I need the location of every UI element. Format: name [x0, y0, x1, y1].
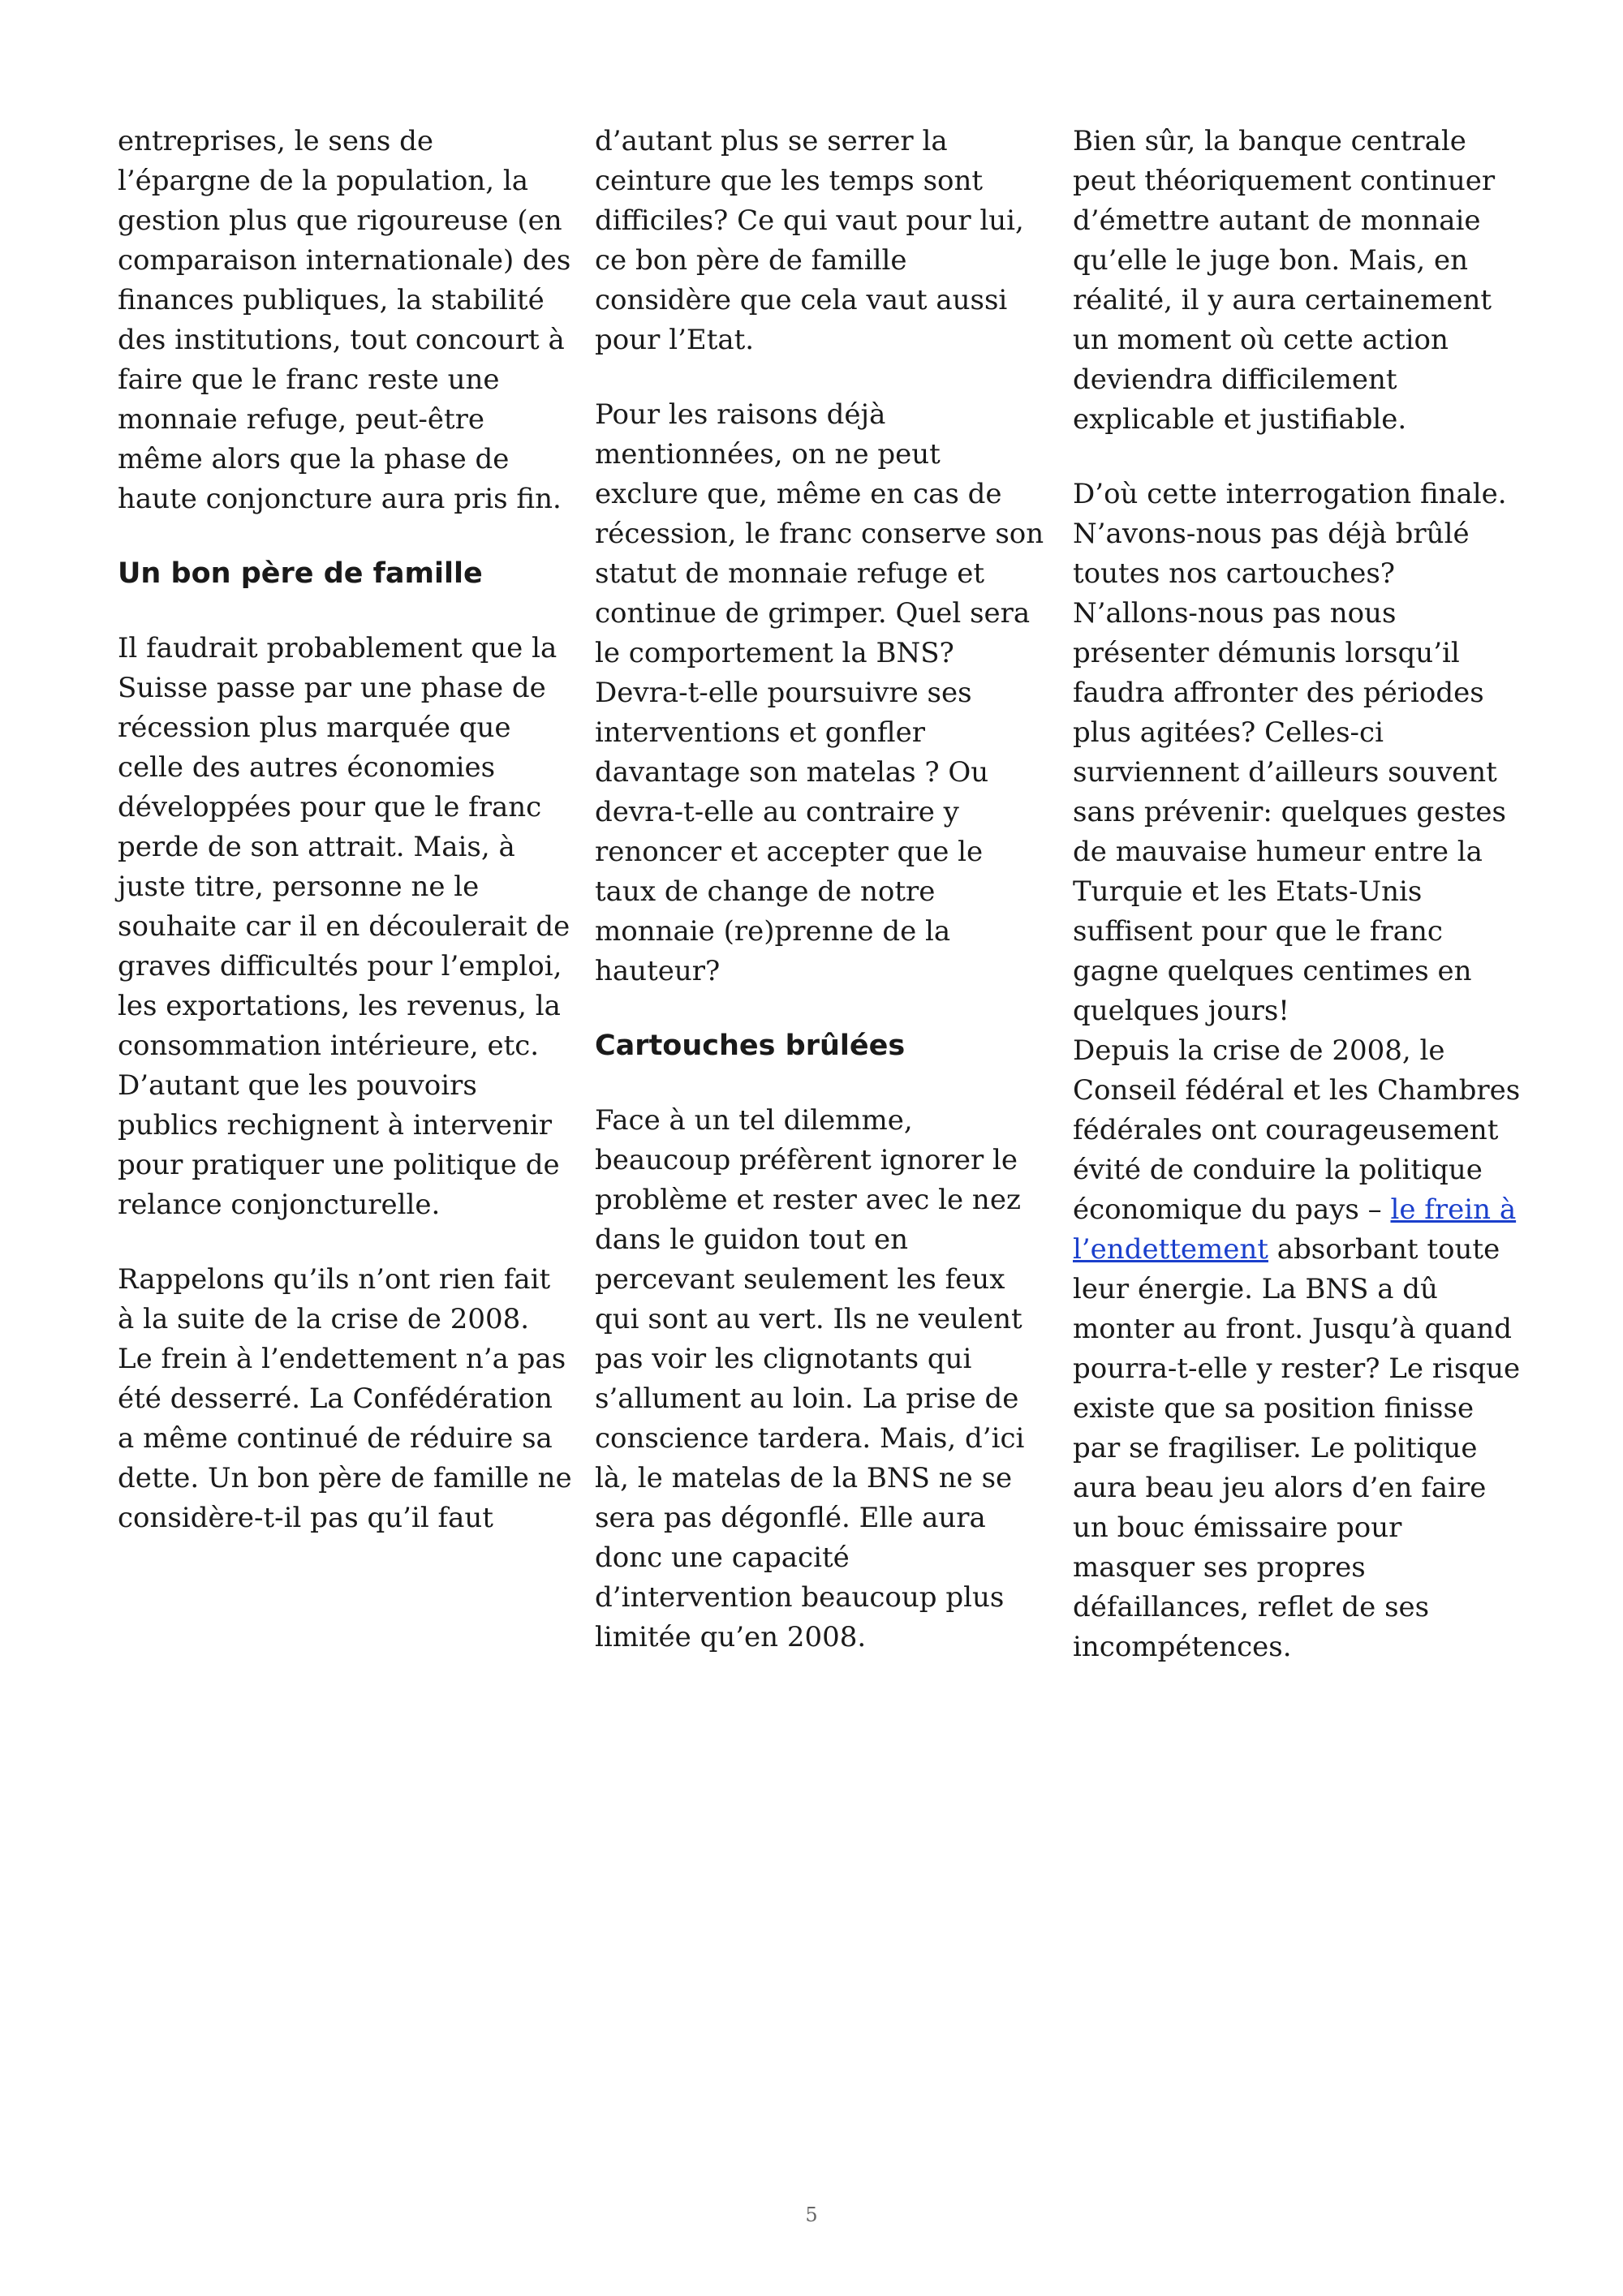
paragraph-text-after-link: absorbant toute leur énergie. La BNS a dû monter au front. Jusqu’à quand pourra-t-elle y rester? Le risque existe que sa position finisse par se fragiliser. Le politique aura beau jeu alors d’en faire un bouc émissaire pour masquer ses propres défaillances, reflet de ses incompétences. — [1073, 1233, 1521, 1663]
text-column-2 — [595, 122, 1049, 1692]
text-column-3 — [1073, 122, 1527, 1702]
paragraph: Pour les raisons déjà mentionnées, on ne peut exclure que, même en cas de récession, le franc conserve son statut de monnaie refuge et continue de grimper. Quel sera le comportement la BNS? Devra-t-elle poursuivre ses interventions et gonfler davantage son matelas ? Ou devra-t-elle au contraire y renoncer et accepter que le taux de change de notre monnaie (re)prenne de la hauteur? — [595, 398, 1044, 987]
section-heading-bon-pere: Un bon père de famille — [118, 557, 483, 590]
paragraph: Bien sûr, la banque centrale peut théoriquement continuer d’émettre autant de monnaie qu’elle le juge bon. Mais, en réalité, il y aura certainement un moment où cette action deviendra difficilement explicable et justifiable. — [1073, 125, 1496, 436]
paragraph: Rappelons qu’ils n’ont rien fait à la suite de la crise de 2008. Le frein à l’endettement n’a pas été desserré. La Confédération a même continué de réduire sa dette. Un bon père de famille ne considère-t-il pas qu’il faut — [118, 1263, 572, 1534]
paragraph: Il faudrait probablement que la Suisse passe par une phase de récession plus marquée que celle des autres économies développées pour que le franc perde de son attrait. Mais, à juste titre, personne ne le souhaite car il en découlerait de graves difficultés pour l’emploi, les exportations, les revenus, la consommation intérieure, etc. D’autant que les pouvoirs publics rechignent à intervenir pour pratiquer une politique de relance conjoncturelle. — [118, 632, 570, 1221]
paragraph: Face à un tel dilemme, beaucoup préfèrent ignorer le problème et rester avec le nez dans le guidon tout en percevant seulement les feux qui sont au vert. Ils ne veulent pas voir les clignotants qui s’allument au loin. La prise de conscience tardera. Mais, d’ici là, le matelas de la BNS ne se sera pas dégonflé. Elle aura donc une capacité d’intervention beaucoup plus limitée qu’en 2008. — [595, 1104, 1025, 1653]
section-heading-cartouches: Cartouches brûlées — [595, 1030, 906, 1062]
page-number: 5 — [805, 2204, 818, 2226]
frein-endettement-link[interactable]: le frein à l’endettement — [1073, 1193, 1517, 1266]
paragraph: D’où cette interrogation finale. N’avons-nous pas déjà brûlé toutes nos cartouches? N’allons-nous pas nous présenter démunis lorsqu’il faudra affronter des périodes plus agitées? Celles-ci surviennent d’ailleurs souvent sans prévenir: quelques gestes de mauvaise humeur entre la Turquie et les Etats-Unis suffisent pour que le franc gagne quelques centimes en quelques jours! — [1073, 478, 1507, 1027]
paragraph: entreprises, le sens de l’épargne de la population, la gestion plus que rigoureuse (en comparaison internationale) des finances publiques, la stabilité des institutions, tout concourt à faire que le franc reste une monnaie refuge, peut-être même alors que la phase de haute conjoncture aura pris fin. — [118, 125, 571, 515]
paragraph: d’autant plus se serrer la ceinture que les temps sont difficiles? Ce qui vaut pour lui, ce bon père de famille considère que cela vaut aussi pour l’Etat. — [595, 125, 1024, 356]
paragraph-with-link — [1073, 1031, 1527, 1667]
paragraph-text-before-link: Depuis la crise de 2008, le Conseil fédéral et les Chambres fédérales ont courageusement évité de conduire la politique économique du pays – — [1073, 1034, 1521, 1226]
text-column-1 — [118, 122, 572, 1573]
